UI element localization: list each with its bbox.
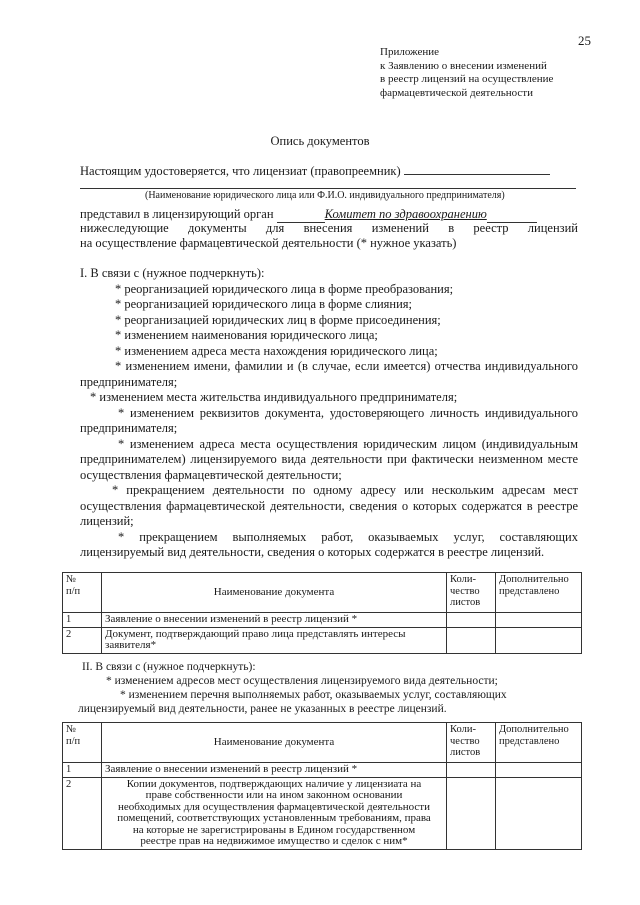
document-title: Опись документов xyxy=(270,134,370,148)
row-name-line: Копии документов, подтверждающих наличие у лицензиата на xyxy=(126,777,422,790)
section-2-item-cont: лицензируемый вид деятельности, ранее не указанных в реестре лицензий. xyxy=(78,703,447,715)
section-1-heading: I. В связи с (нужное подчеркнуть): xyxy=(80,266,265,280)
section-2-item: * изменением адресов мест осуществления лицензируемого вида деятельности; xyxy=(106,675,498,687)
header-extra-line: представлено xyxy=(499,585,560,597)
row-name-line: Заявление о внесении изменений в реестр лицензий * xyxy=(105,763,358,775)
row-name xyxy=(102,777,447,849)
appendix-line: фармацевтической деятельности xyxy=(380,86,533,99)
row-name-line: помещений, соответствующих установленным требованиям, права xyxy=(117,812,431,824)
appendix-line: в реестр лицензий на осуществление xyxy=(380,73,554,85)
row-name-line: заявителя* xyxy=(105,639,157,651)
licensee-blank xyxy=(404,162,550,175)
row-num: 2 xyxy=(63,777,102,849)
documents-word: для xyxy=(265,221,285,235)
authority-name: Комитет по здравоохранению xyxy=(324,207,487,221)
section-1-item-cont: лицензий; xyxy=(80,514,134,528)
row-extra xyxy=(496,613,582,628)
page-number: 25 xyxy=(578,33,591,48)
row-name-line: праве собственности или на ином законном основании xyxy=(145,789,403,801)
section-1-item: * изменением реквизитов документа, удостоверяющего личность индивидуального xyxy=(118,405,578,420)
section-1-item: * реорганизацией юридических лиц в форме присоединения; xyxy=(115,312,441,327)
table-header-row xyxy=(63,573,582,613)
row-extra xyxy=(496,777,582,849)
row-num: 2 xyxy=(63,627,102,653)
table-header-row xyxy=(63,723,582,763)
header-qty-line: чество xyxy=(450,735,480,747)
section-1-item: * прекращением деятельности по одному адресу или нескольким адресам мест xyxy=(112,483,578,497)
section-1-item: * реорганизацией юридического лица в форме слияния; xyxy=(115,297,412,311)
documents-word: в xyxy=(448,221,455,235)
documents-word: изменений xyxy=(371,221,429,235)
certify-text: Настоящим удостоверяется, что лицензиат (правопреемник) xyxy=(80,164,401,178)
documents-table-1 xyxy=(62,572,582,654)
row-qty xyxy=(447,613,496,628)
documents-line xyxy=(80,221,578,236)
appendix-note xyxy=(380,46,553,100)
documents-table-2 xyxy=(62,722,582,850)
row-name-line: Документ, подтверждающий право лица представлять интересы xyxy=(105,627,406,640)
row-qty xyxy=(447,777,496,849)
certify-line xyxy=(80,162,550,179)
header-num-line: № xyxy=(66,574,77,585)
table-row xyxy=(63,613,582,628)
section-1-item-cont: осуществления фармацевтической деятельности; xyxy=(80,467,342,482)
header-qty-line: Коли- xyxy=(450,724,476,735)
section-1-item: * изменением наименования юридического лица; xyxy=(115,328,378,342)
row-name-line: Заявление о внесении изменений в реестр лицензий * xyxy=(105,613,358,625)
section-2-heading: II. В связи с (нужное подчеркнуть): xyxy=(82,661,256,673)
header-num xyxy=(63,723,102,763)
section-2-item: * изменением перечня выполняемых работ, оказываемых услуг, составляющих xyxy=(120,689,507,701)
header-extra-line: представлено xyxy=(499,735,560,747)
section-1-item-cont: предпринимателя; xyxy=(80,421,178,435)
section-1-item: * изменением имени, фамилии и (в случае, если имеется) отчества индивидуального xyxy=(115,359,578,373)
header-qty-line: Коли- xyxy=(450,574,476,585)
row-num: 1 xyxy=(63,763,102,778)
section-2 xyxy=(78,660,578,716)
row-name-line: реестре прав на недвижимое имущество и сделок с ним* xyxy=(140,835,408,847)
header-extra xyxy=(496,573,582,613)
header-qty xyxy=(447,573,496,613)
row-qty xyxy=(447,763,496,778)
documents-word: документы xyxy=(188,221,247,235)
appendix-line: Приложение xyxy=(380,46,440,58)
documents-word: лицензий xyxy=(527,221,578,235)
row-name-line: на которые не зарегистрированы в Едином государственном xyxy=(132,823,416,836)
appendix-line: к Заявлению о внесении изменений xyxy=(380,59,547,72)
section-1 xyxy=(80,266,578,561)
header-qty-line: листов xyxy=(450,597,481,608)
section-1-item: * реорганизацией юридического лица в форме преобразования; xyxy=(115,281,454,296)
header-extra xyxy=(496,723,582,763)
header-name: Наименование документа xyxy=(102,723,447,763)
header-num xyxy=(63,573,102,613)
table-row xyxy=(63,763,582,778)
row-name xyxy=(102,763,447,778)
section-1-item: * изменением адреса места осуществления юридическим лицом (индивидуальным xyxy=(118,436,578,451)
section-1-item-cont: осуществления фармацевтической деятельности, сведения о которых содержатся в реестре xyxy=(80,498,578,513)
header-qty-line: чество xyxy=(450,585,480,597)
row-name xyxy=(102,613,447,628)
row-num: 1 xyxy=(63,613,102,628)
name-rule xyxy=(80,188,576,189)
documents-word: нижеследующие xyxy=(80,221,169,235)
header-qty-line: листов xyxy=(450,747,481,758)
header-extra-line: Дополнительно xyxy=(499,724,569,735)
header-qty xyxy=(447,723,496,763)
section-1-item: * прекращением выполняемых работ, оказываемых услуг, составляющих xyxy=(118,529,578,544)
submitted-text: представил в лицензирующий орган xyxy=(80,207,274,221)
row-qty xyxy=(447,627,496,653)
documents-word: реестр xyxy=(473,221,509,235)
section-1-item-cont: лицензируемый вид деятельности, сведения о которых содержатся в реестре лицензий. xyxy=(80,545,545,559)
documents-line-2: на осуществление фармацевтической деятельности (* нужное указать) xyxy=(80,236,457,250)
row-extra xyxy=(496,763,582,778)
header-num-line: п/п xyxy=(66,585,81,597)
row-name-line: необходимых для осуществления фармацевтической деятельности xyxy=(118,800,430,813)
documents-word: внесения xyxy=(303,221,353,235)
table-row xyxy=(63,777,582,849)
row-extra xyxy=(496,627,582,653)
section-1-item-cont: предпринимателем) лицензируемого вида деятельности при фактически неизменном месте xyxy=(80,452,578,466)
section-1-item-cont: предпринимателя; xyxy=(80,374,178,389)
header-name: Наименование документа xyxy=(102,573,447,613)
header-extra-line: Дополнительно xyxy=(499,574,569,585)
header-num-line: № xyxy=(66,724,77,735)
section-1-item: * изменением адреса места нахождения юридического лица; xyxy=(115,343,438,358)
table-row xyxy=(63,627,582,653)
name-caption: (Наименование юридического лица или Ф.И.О. индивидуального предпринимателя) xyxy=(145,190,505,201)
header-num-line: п/п xyxy=(66,735,81,747)
section-1-item: * изменением места жительства индивидуального предпринимателя; xyxy=(90,390,458,404)
row-name xyxy=(102,627,447,653)
